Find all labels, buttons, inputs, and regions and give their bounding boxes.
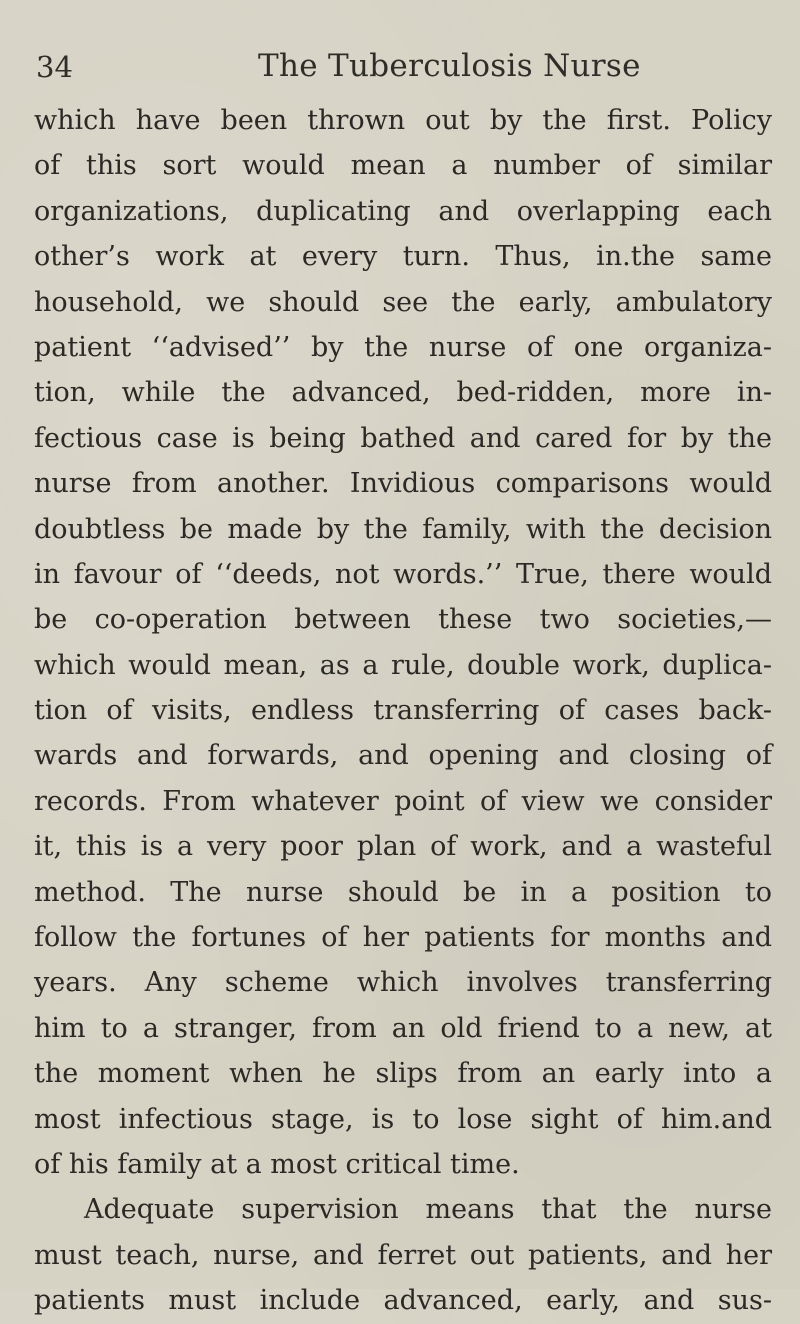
text-line: the moment when he slips from an early into a — [34, 1058, 772, 1090]
body-text — [34, 98, 772, 1324]
page-header — [0, 48, 800, 88]
text-line: household, we should see the early, ambulatory — [34, 286, 772, 318]
text-line: follow the fortunes of her patients for months and — [34, 922, 772, 954]
text-line: records. From whatever point of view we consider — [34, 785, 772, 817]
text-line: tion, while the advanced, bed-ridden, more in- — [34, 377, 772, 409]
text-line: most infectious stage, is to lose sight of him.and — [34, 1103, 772, 1135]
text-line: method. The nurse should be in a position to — [34, 876, 772, 908]
text-line: nurse from another. Invidious comparisons would — [34, 468, 772, 500]
text-line: of this sort would mean a number of similar — [34, 150, 772, 182]
text-line: patient ‘‘advised’’ by the nurse of one organiza- — [34, 331, 772, 363]
text-line: fectious case is being bathed and cared for by the — [34, 422, 772, 454]
page-number: 34 — [36, 50, 73, 84]
text-line: which have been thrown out by the first. Policy — [34, 105, 772, 136]
paragraph-start-line: Adequate supervision means that the nurse — [84, 1194, 772, 1226]
text-line: must teach, nurse, and ferret out patients, and her — [34, 1239, 772, 1271]
text-line: organizations, duplicating and overlapping each — [34, 195, 772, 227]
running-title: The Tuberculosis Nurse — [258, 48, 641, 84]
text-line: be co-operation between these two societies,— — [34, 604, 772, 636]
text-line: it, this is a very poor plan of work, and a wasteful — [34, 831, 772, 863]
text-line: him to a stranger, from an old friend to a new, at — [34, 1012, 772, 1044]
text-line: doubtless be made by the family, with the decision — [34, 513, 772, 545]
text-line: in favour of ‘‘deeds, not words.’’ True, there would — [34, 558, 772, 590]
text-line: patients must include advanced, early, and sus- — [34, 1285, 772, 1317]
text-line: tion of visits, endless transferring of cases back- — [34, 695, 772, 727]
text-line: wards and forwards, and opening and closing of — [34, 740, 772, 772]
text-line: which would mean, as a rule, double work, duplica- — [34, 649, 772, 681]
paragraph-end-line: of his family at a most critical time. — [34, 1148, 520, 1180]
text-line: years. Any scheme which involves transferring — [34, 967, 772, 999]
text-line: other’s work at every turn. Thus, in.the same — [34, 241, 772, 273]
